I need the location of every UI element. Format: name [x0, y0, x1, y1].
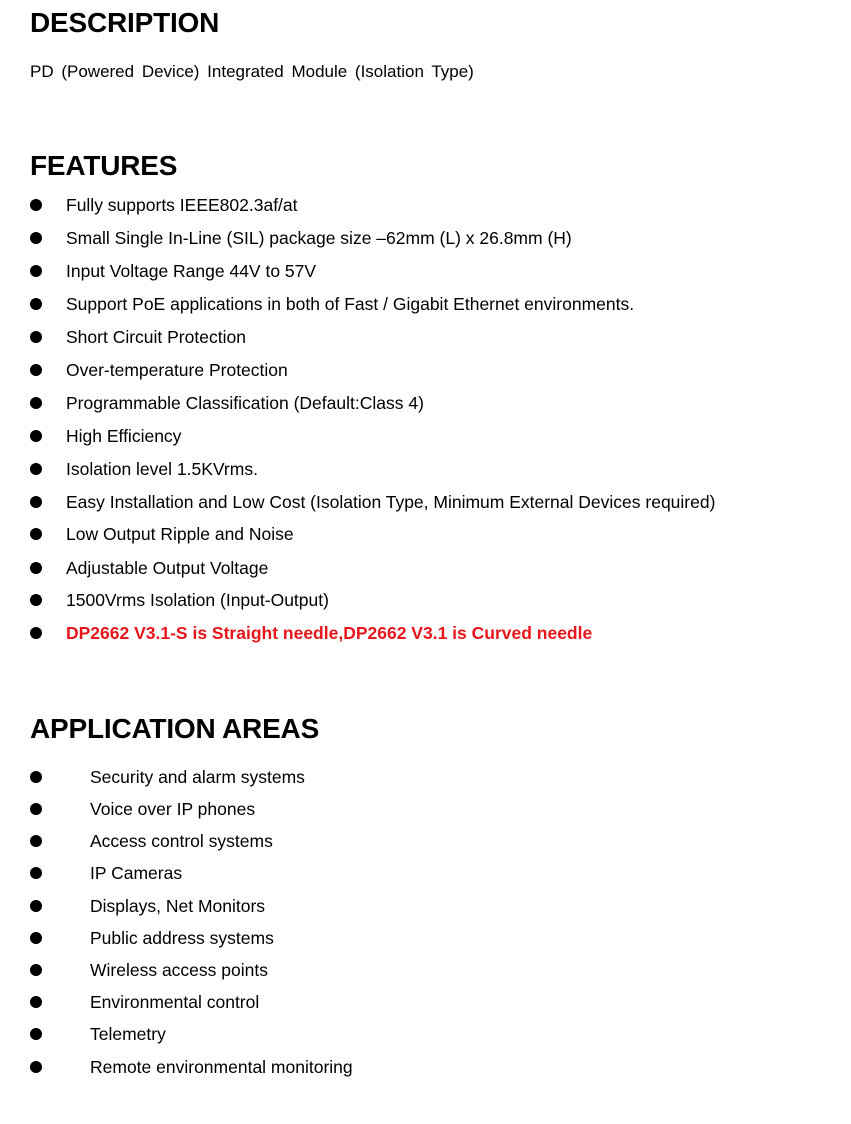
feature-text: High Efficiency [66, 426, 182, 446]
feature-text-highlight: DP2662 V3.1-S is Straight needle,DP2662 V3.1 is Curved needle [66, 623, 593, 643]
feature-text: Over-temperature Protection [66, 360, 288, 380]
feature-text: Support PoE applications in both of Fast / Gigabit Ethernet environments. [66, 294, 635, 314]
bullet-icon [30, 900, 42, 912]
bullet-icon [30, 331, 42, 343]
bullet-icon [30, 835, 42, 847]
feature-text: 1500Vrms Isolation (Input-Output) [66, 590, 329, 610]
application-text: Access control systems [90, 831, 273, 851]
bullet-icon [30, 232, 42, 244]
bullet-icon [30, 932, 42, 944]
bullet-icon [30, 996, 42, 1008]
application-text: Displays, Net Monitors [90, 896, 266, 916]
feature-text: Small Single In-Line (SIL) package size –62mm (L) x 26.8mm (H) [66, 228, 572, 248]
application-text: IP Cameras [90, 863, 183, 883]
feature-text: Fully supports IEEE802.3af/at [66, 195, 298, 215]
feature-text: Programmable Classification (Default:Class 4) [66, 393, 424, 413]
bullet-icon [30, 265, 42, 277]
bullet-icon [30, 964, 42, 976]
feature-text: Isolation level 1.5KVrms. [66, 459, 258, 479]
bullet-icon [30, 199, 42, 211]
bullet-icon [30, 528, 42, 540]
features-heading: FEATURES [30, 150, 178, 181]
feature-text: Input Voltage Range 44V to 57V [66, 261, 317, 281]
bullet-icon [30, 627, 42, 639]
feature-text: Easy Installation and Low Cost (Isolation Type, Minimum External Devices required) [66, 492, 716, 512]
bullet-icon [30, 594, 42, 606]
bullet-icon [30, 771, 42, 783]
description-heading: DESCRIPTION [30, 7, 220, 38]
bullet-icon [30, 397, 42, 409]
bullet-icon [30, 562, 42, 574]
description-text: PD (Powered Device) Integrated Module (Isolation Type) [30, 62, 474, 81]
application-text: Remote environmental monitoring [90, 1057, 353, 1077]
bullet-icon [30, 298, 42, 310]
bullet-icon [30, 496, 42, 508]
application-text: Voice over IP phones [90, 799, 256, 819]
bullet-icon [30, 1028, 42, 1040]
application-text: Security and alarm systems [90, 767, 305, 787]
feature-text: Low Output Ripple and Noise [66, 524, 294, 544]
application-text: Wireless access points [90, 960, 268, 980]
application-text: Public address systems [90, 928, 274, 948]
bullet-icon [30, 463, 42, 475]
application-areas-heading: APPLICATION AREAS [30, 713, 320, 744]
feature-text: Adjustable Output Voltage [66, 558, 269, 578]
bullet-icon [30, 1061, 42, 1073]
feature-text: Short Circuit Protection [66, 327, 246, 347]
bullet-icon [30, 867, 42, 879]
bullet-icon [30, 430, 42, 442]
application-text: Telemetry [90, 1024, 166, 1044]
application-text: Environmental control [90, 992, 260, 1012]
bullet-icon [30, 803, 42, 815]
bullet-icon [30, 364, 42, 376]
